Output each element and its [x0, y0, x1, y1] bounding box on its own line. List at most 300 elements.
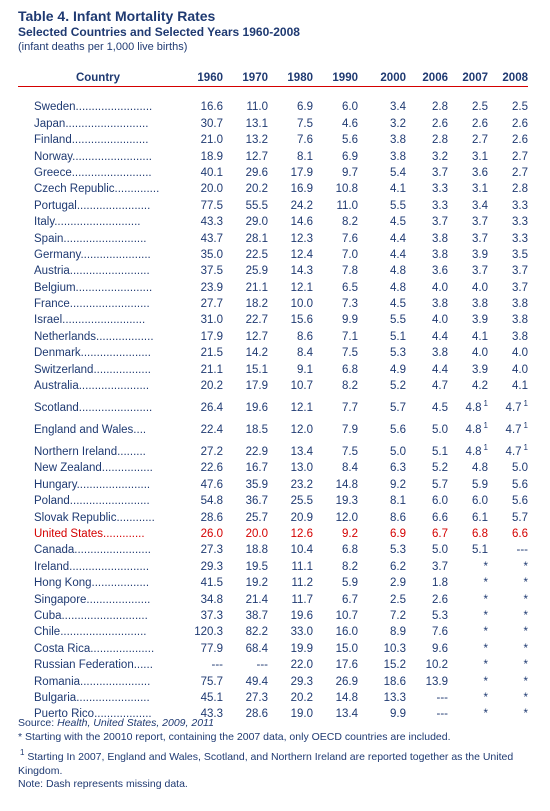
value-2008 [488, 212, 528, 228]
value-1980 [268, 359, 313, 375]
country-name: Russian Federation...... [34, 659, 153, 672]
column-header-2008: 2008 [488, 69, 528, 87]
footnote-one [18, 746, 538, 778]
value-1980 [268, 228, 313, 244]
value-1970 [223, 622, 268, 638]
value-text: * [523, 675, 528, 688]
value-1980 [268, 146, 313, 162]
value-text: * [523, 642, 528, 655]
value-1960 [178, 589, 223, 605]
value-1960 [178, 130, 223, 146]
value-text: 3.4 [390, 101, 406, 114]
value-2000 [358, 474, 406, 490]
value-text: 28.6 [245, 708, 268, 721]
value-text: 6.7 [432, 527, 448, 540]
value-text: 20.0 [200, 183, 223, 196]
value-2008 [488, 573, 528, 589]
value-2007 [448, 622, 488, 638]
value-text: 14.8 [335, 478, 358, 491]
value-text: 2.6 [432, 117, 448, 130]
value-text: 4.8 [465, 424, 482, 437]
value-text: * [483, 593, 488, 606]
country-name: Italy........................... [34, 216, 141, 229]
value-text: 28.1 [245, 232, 268, 245]
value-2008 [488, 540, 528, 556]
value-1970 [223, 343, 268, 359]
value-2000 [358, 359, 406, 375]
value-2007 [448, 589, 488, 605]
value-text: * [483, 691, 488, 704]
value-1960 [178, 195, 223, 211]
value-text: 4.4 [390, 232, 406, 245]
value-text: * [483, 560, 488, 573]
value-1990 [313, 163, 358, 179]
footnote-marker: 1 [523, 421, 528, 431]
value-1990 [313, 638, 358, 654]
value-2008 [488, 392, 528, 414]
value-1970 [223, 436, 268, 458]
country-name: Australia...................... [34, 380, 150, 393]
value-text: 6.8 [342, 544, 358, 557]
value-text: 3.7 [432, 166, 448, 179]
value-text: 21.1 [200, 363, 223, 376]
value-2006 [406, 507, 448, 523]
value-1970 [223, 638, 268, 654]
value-2006 [406, 179, 448, 195]
value-1970 [223, 228, 268, 244]
value-text: 6.0 [342, 101, 358, 114]
value-text: 5.1 [432, 446, 448, 459]
value-text: 16.6 [200, 101, 223, 114]
value-text: 7.5 [297, 117, 313, 130]
value-1990 [313, 606, 358, 622]
value-text: * [523, 593, 528, 606]
value-text: 17.9 [245, 380, 268, 393]
value-1970 [223, 414, 268, 436]
country-name: New Zealand................ [34, 462, 153, 475]
value-2008 [488, 688, 528, 704]
value-2008 [488, 376, 528, 392]
value-1990 [313, 326, 358, 342]
value-1970 [223, 589, 268, 605]
country-name: Romania...................... [34, 675, 151, 688]
table-row [18, 573, 528, 589]
value-text: * [483, 642, 488, 655]
value-text: 3.3 [432, 183, 448, 196]
value-1990 [313, 277, 358, 293]
value-text: 9.2 [390, 478, 406, 491]
value-2007 [448, 606, 488, 622]
table-row [18, 392, 528, 414]
value-2007 [448, 310, 488, 326]
value-2008 [488, 294, 528, 310]
value-text: 5.6 [512, 495, 528, 508]
value-2008 [488, 359, 528, 375]
value-1960 [178, 671, 223, 687]
value-text: 5.1 [390, 330, 406, 343]
value-text: 21.4 [245, 593, 268, 606]
value-text: * [523, 626, 528, 639]
value-2000 [358, 622, 406, 638]
value-2007 [448, 655, 488, 671]
value-2000 [358, 524, 406, 540]
value-text: 17.6 [335, 659, 358, 672]
table-row [18, 671, 528, 687]
value-text: 10.3 [383, 642, 406, 655]
value-text: 14.2 [245, 347, 268, 360]
value-1960 [178, 606, 223, 622]
value-text: 43.7 [200, 232, 223, 245]
value-text: 27.3 [200, 544, 223, 557]
value-1990 [313, 671, 358, 687]
value-1970 [223, 376, 268, 392]
value-text: 5.9 [342, 577, 358, 590]
column-header-1990: 1990 [313, 69, 358, 87]
value-1980 [268, 414, 313, 436]
value-2008 [488, 524, 528, 540]
value-1980 [268, 638, 313, 654]
value-text: 10.7 [335, 609, 358, 622]
country-name: Portugal....................... [34, 199, 151, 212]
value-text: 8.6 [390, 511, 406, 524]
value-text: 77.9 [200, 642, 223, 655]
value-2000 [358, 228, 406, 244]
value-text: 22.4 [200, 424, 223, 437]
value-2006 [406, 228, 448, 244]
value-text: 3.2 [432, 150, 448, 163]
column-header-1980: 1980 [268, 69, 313, 87]
value-text: 35.0 [200, 248, 223, 261]
value-text: 4.0 [432, 314, 448, 327]
value-2007 [448, 638, 488, 654]
country-name: Chile........................... [34, 626, 147, 639]
value-text: 19.3 [335, 495, 358, 508]
value-text: 45.1 [200, 691, 223, 704]
value-text: 3.8 [432, 347, 448, 360]
value-1980 [268, 655, 313, 671]
country-name: Costa Rica.................... [34, 642, 155, 655]
value-text: 16.7 [245, 462, 268, 475]
value-text: 4.7 [505, 402, 522, 415]
table-row [18, 310, 528, 326]
value-1970 [223, 97, 268, 113]
value-text: 7.5 [342, 347, 358, 360]
value-text: 3.8 [432, 248, 448, 261]
value-2008 [488, 556, 528, 572]
footnotes [18, 717, 538, 792]
value-1960 [178, 392, 223, 414]
value-text: 6.5 [342, 281, 358, 294]
value-text: 54.8 [200, 495, 223, 508]
value-text: 5.2 [390, 380, 406, 393]
value-2000 [358, 310, 406, 326]
value-text: 5.0 [390, 446, 406, 459]
value-text: 31.0 [200, 314, 223, 327]
value-2000 [358, 638, 406, 654]
value-text: 20.2 [245, 183, 268, 196]
value-text: 12.7 [245, 150, 268, 163]
country-name: Singapore.................... [34, 593, 151, 606]
value-2000 [358, 436, 406, 458]
value-2008 [488, 245, 528, 261]
table-row [18, 556, 528, 572]
value-text: --- [436, 691, 448, 704]
country-name: Germany...................... [34, 248, 151, 261]
value-text: 6.6 [432, 511, 448, 524]
value-text: 13.9 [425, 675, 448, 688]
value-2008 [488, 414, 528, 436]
value-1980 [268, 261, 313, 277]
value-1980 [268, 540, 313, 556]
value-1980 [268, 130, 313, 146]
value-1990 [313, 146, 358, 162]
value-text: 5.3 [390, 347, 406, 360]
country-name: Czech Republic.............. [34, 183, 160, 196]
value-1990 [313, 212, 358, 228]
value-text: 3.8 [390, 134, 406, 147]
value-1980 [268, 606, 313, 622]
value-2006 [406, 606, 448, 622]
value-text: 6.2 [390, 560, 406, 573]
value-text: 14.8 [335, 691, 358, 704]
value-text: --- [516, 544, 528, 557]
value-text: 30.7 [200, 117, 223, 130]
value-1990 [313, 458, 358, 474]
value-1970 [223, 573, 268, 589]
value-text: 29.3 [290, 675, 313, 688]
country-name: Bulgaria....................... [34, 691, 150, 704]
value-2006 [406, 688, 448, 704]
column-header-1970: 1970 [223, 69, 268, 87]
value-2006 [406, 146, 448, 162]
value-text: 6.9 [297, 101, 313, 114]
value-text: 47.6 [200, 478, 223, 491]
value-1970 [223, 113, 268, 129]
value-text: 29.0 [245, 216, 268, 229]
value-text: 3.2 [390, 117, 406, 130]
table-row [18, 376, 528, 392]
value-text: 38.7 [245, 609, 268, 622]
value-2007 [448, 359, 488, 375]
value-2006 [406, 556, 448, 572]
value-text: 3.7 [432, 216, 448, 229]
country-name: Cuba........................... [34, 609, 148, 622]
value-2008 [488, 491, 528, 507]
value-2006 [406, 261, 448, 277]
value-text: 6.7 [342, 593, 358, 606]
value-text: 5.6 [342, 134, 358, 147]
value-2000 [358, 376, 406, 392]
value-text: 9.2 [342, 527, 358, 540]
value-text: 23.9 [200, 281, 223, 294]
value-2006 [406, 359, 448, 375]
column-header-2006: 2006 [406, 69, 448, 87]
value-2008 [488, 228, 528, 244]
value-text: 20.9 [290, 511, 313, 524]
value-text: 27.3 [245, 691, 268, 704]
value-1960 [178, 491, 223, 507]
value-text: 2.5 [390, 593, 406, 606]
country-name: Slovak Republic............ [34, 511, 155, 524]
value-text: 41.5 [200, 577, 223, 590]
value-1990 [313, 97, 358, 113]
value-1960 [178, 507, 223, 523]
value-text: 75.7 [200, 675, 223, 688]
value-2008 [488, 589, 528, 605]
country-name: United States............. [34, 527, 145, 540]
table-row [18, 146, 528, 162]
value-text: 18.2 [245, 298, 268, 311]
table-row [18, 524, 528, 540]
value-1990 [313, 507, 358, 523]
value-text: 4.2 [472, 380, 488, 393]
value-text: 5.7 [432, 478, 448, 491]
value-2008 [488, 343, 528, 359]
country-name: Scotland....................... [34, 402, 153, 415]
value-1970 [223, 359, 268, 375]
country-name: Canada........................ [34, 544, 151, 557]
infant-mortality-table [18, 69, 528, 720]
value-text: 24.2 [290, 199, 313, 212]
country-name: Sweden........................ [34, 101, 153, 114]
value-2007 [448, 376, 488, 392]
value-1990 [313, 130, 358, 146]
value-text: 6.8 [342, 363, 358, 376]
value-text: 23.2 [290, 478, 313, 491]
value-1980 [268, 474, 313, 490]
value-1990 [313, 113, 358, 129]
value-1980 [268, 97, 313, 113]
value-1990 [313, 195, 358, 211]
value-text: 5.3 [432, 609, 448, 622]
value-1960 [178, 146, 223, 162]
value-text: 18.9 [200, 150, 223, 163]
value-2007 [448, 261, 488, 277]
country-name: Northern Ireland......... [34, 446, 146, 459]
value-text: 21.1 [245, 281, 268, 294]
value-2000 [358, 392, 406, 414]
value-text: 18.6 [383, 675, 406, 688]
value-1970 [223, 277, 268, 293]
table-row [18, 436, 528, 458]
value-1980 [268, 589, 313, 605]
value-text: 26.0 [200, 527, 223, 540]
header-spacer [18, 87, 528, 98]
value-2006 [406, 589, 448, 605]
value-text: * [483, 659, 488, 672]
value-2006 [406, 376, 448, 392]
footnote-marker: 1 [523, 443, 528, 453]
value-text: 4.0 [512, 363, 528, 376]
value-text: * [523, 659, 528, 672]
value-1960 [178, 113, 223, 129]
value-1960 [178, 622, 223, 638]
value-text: 3.1 [472, 150, 488, 163]
value-2006 [406, 622, 448, 638]
value-text: 7.6 [342, 232, 358, 245]
value-2006 [406, 212, 448, 228]
value-text: 5.6 [512, 478, 528, 491]
value-text: 19.9 [290, 642, 313, 655]
value-text: 3.8 [390, 150, 406, 163]
country-name: Belgium........................ [34, 281, 153, 294]
value-2007 [448, 294, 488, 310]
value-text: 8.2 [342, 560, 358, 573]
value-text: 3.7 [472, 232, 488, 245]
value-text: 12.3 [290, 232, 313, 245]
value-text: 20.2 [290, 691, 313, 704]
value-text: 2.7 [472, 134, 488, 147]
value-text: 68.4 [245, 642, 268, 655]
value-2006 [406, 310, 448, 326]
value-text: 3.7 [472, 216, 488, 229]
value-text: 25.9 [245, 265, 268, 278]
value-1960 [178, 376, 223, 392]
table-row [18, 326, 528, 342]
value-1990 [313, 261, 358, 277]
value-1990 [313, 376, 358, 392]
value-text: 36.7 [245, 495, 268, 508]
value-1980 [268, 179, 313, 195]
value-text: 4.4 [432, 330, 448, 343]
table-row [18, 414, 528, 436]
value-text: 4.0 [472, 347, 488, 360]
value-text: 34.8 [200, 593, 223, 606]
value-text: 19.0 [290, 708, 313, 721]
value-1960 [178, 359, 223, 375]
value-1960 [178, 556, 223, 572]
value-text: 2.5 [512, 101, 528, 114]
value-2007 [448, 688, 488, 704]
value-text: 3.8 [432, 232, 448, 245]
value-2008 [488, 622, 528, 638]
value-text: 6.9 [390, 527, 406, 540]
value-text: 7.0 [342, 248, 358, 261]
table-row [18, 228, 528, 244]
value-text: 15.0 [335, 642, 358, 655]
table-row [18, 507, 528, 523]
value-1970 [223, 163, 268, 179]
value-2008 [488, 146, 528, 162]
value-text: 4.8 [390, 265, 406, 278]
value-2006 [406, 436, 448, 458]
value-text: 6.6 [512, 527, 528, 540]
value-text: 8.9 [390, 626, 406, 639]
value-2007 [448, 458, 488, 474]
country-name: Poland......................... [34, 495, 150, 508]
value-text: 21.0 [200, 134, 223, 147]
table-row [18, 474, 528, 490]
value-text: 16.9 [290, 183, 313, 196]
country-name: Norway......................... [34, 150, 153, 163]
value-1960 [178, 343, 223, 359]
value-1960 [178, 294, 223, 310]
value-2000 [358, 261, 406, 277]
value-text: 13.0 [290, 462, 313, 475]
table-row [18, 212, 528, 228]
table-row [18, 606, 528, 622]
value-1960 [178, 655, 223, 671]
source-line [18, 717, 538, 731]
value-1990 [313, 294, 358, 310]
value-2006 [406, 414, 448, 436]
value-text: * [523, 560, 528, 573]
value-1970 [223, 606, 268, 622]
value-text: 10.2 [425, 659, 448, 672]
value-1970 [223, 491, 268, 507]
value-text: 19.5 [245, 560, 268, 573]
value-2006 [406, 458, 448, 474]
